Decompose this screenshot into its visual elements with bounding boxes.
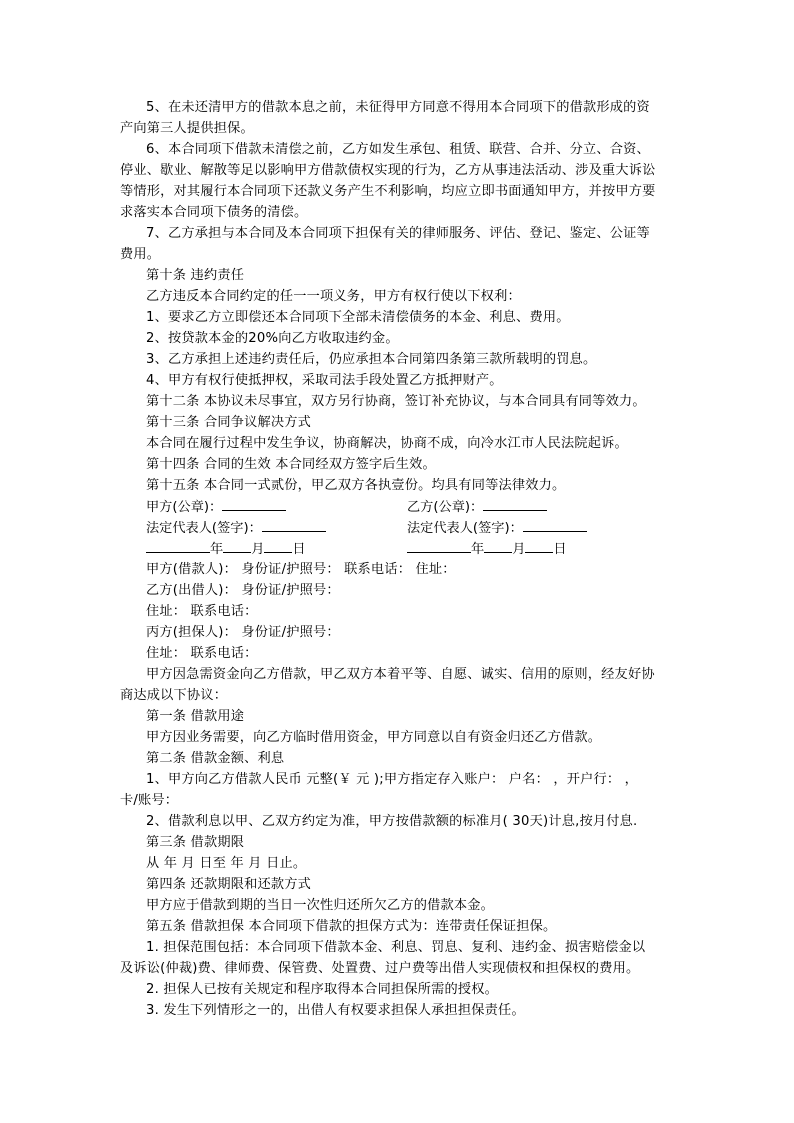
text-line: 产向第三人提供担保。 (120, 121, 254, 136)
party-a-seal-label: 甲方(公章)： (146, 500, 223, 515)
year-label: 年 (471, 542, 485, 557)
text-line: 4、甲方有权行使抵押权，采取司法手段处置乙方抵押财产。 (146, 373, 503, 388)
text-line: 费用。 (120, 247, 161, 262)
party-a-date (146, 538, 306, 560)
signature-row-date (146, 538, 666, 559)
year-blank (407, 538, 471, 553)
text-line: 1. 担保范围包括：本合同项下借款本金、利息、罚息、复利、违约金、损害赔偿金以 (146, 940, 646, 955)
signature-row-seal (146, 496, 666, 517)
text-line: 2、按贷款本金的20%向乙方收取违约金。 (146, 331, 399, 346)
text-line: 第十二条 本协议未尽事宜，双方另行协商，签订补充协议，与本合同具有同等效力。 (146, 394, 646, 409)
text-line: 求落实本合同项下债务的清偿。 (120, 205, 308, 220)
party-b-rep (407, 517, 587, 539)
text-line: 停业、歇业、解散等足以影响甲方借款债权实现的行为，乙方从事违法活动、涉及重大诉讼 (120, 163, 656, 178)
text-line: 从 年 月 日至 年 月 日止。 (146, 856, 307, 871)
day-blank (264, 538, 292, 553)
text-line: 1、甲方向乙方借款人民币 元整(￥ 元 );甲方指定存入账户： 户名： ，开户行： ， (146, 772, 639, 787)
text-line: 1、要求乙方立即偿还本合同项下全部未清偿债务的本金、利息、费用。 (146, 310, 570, 325)
text-line: 3、乙方承担上述违约责任后，仍应承担本合同第四条第三款所载明的罚息。 (146, 352, 597, 367)
text-line: 7、乙方承担与本合同及本合同项下担保有关的律师服务、评估、登记、鉴定、公证等 (146, 226, 650, 241)
party-b-seal-label: 乙方(公章)： (407, 500, 484, 515)
month-blank (484, 538, 512, 553)
section-heading: 第一条 借款用途 (146, 709, 245, 724)
text-line: 第十四条 合同的生效 本合同经双方签字后生效。 (146, 457, 436, 472)
text-line: 甲方应于借款到期的当日一次性归还所欠乙方的借款本金。 (146, 898, 495, 913)
party-line: 住址： 联系电话： (146, 646, 258, 661)
party-a-rep-blank (262, 517, 326, 532)
section-heading: 第十三条 合同争议解决方式 (146, 415, 312, 430)
text-line: 6、本合同项下借款未清偿之前，乙方如发生承包、租赁、联营、合并、分立、合资、 (146, 142, 650, 157)
text-line: 2、借款利息以甲、乙双方约定为准，甲方按借款额的标准月( 30天)计息,按月付息. (146, 814, 638, 829)
text-line: 及诉讼(仲裁)费、律师费、保管费、处置费、过户费等出借人实现债权和担保权的费用。 (120, 961, 640, 976)
party-line: 乙方(出借人)： 身份证/护照号： (146, 583, 340, 598)
day-blank (525, 538, 553, 553)
text-line: 乙方违反本合同约定的任一一项义务，甲方有权行使以下权利： (146, 289, 521, 304)
text-line: 甲方因急需资金向乙方借款，甲乙双方本着平等、自愿、诚实、信用的原则，经友好协 (146, 667, 655, 682)
party-line: 甲方(借款人)： 身份证/护照号： 联系电话： 住址： (146, 562, 456, 577)
section-heading: 第二条 借款金额、利息 (146, 751, 285, 766)
section-heading: 第四条 还款期限和还款方式 (146, 877, 312, 892)
month-label: 月 (512, 542, 526, 557)
party-a-rep-label: 法定代表人(签字)： (146, 521, 262, 536)
year-blank (146, 538, 210, 553)
text-line: 5、在未还清甲方的借款本息之前，未征得甲方同意不得用本合同项下的借款形成的资 (146, 100, 650, 115)
party-line: 丙方(担保人)： 身份证/护照号： (146, 625, 340, 640)
month-label: 月 (251, 542, 265, 557)
text-line: 商达成以下协议： (120, 688, 228, 703)
section-heading: 第五条 借款担保 本合同项下借款的担保方式为：连带责任保证担保。 (146, 919, 557, 934)
text-line: 本合同在履行过程中发生争议，协商解决，协商不成，向冷水江市人民法院起诉。 (146, 436, 628, 451)
signature-row-rep (146, 517, 666, 538)
section-heading: 第十条 违约责任 (146, 268, 245, 283)
day-label: 日 (292, 542, 306, 557)
party-b-seal (407, 496, 547, 518)
day-label: 日 (553, 542, 567, 557)
party-a-seal (146, 496, 286, 518)
text-line: 卡/账号： (120, 793, 179, 808)
year-label: 年 (210, 542, 224, 557)
text-line: 第十五条 本合同一式贰份，甲乙双方各执壹份。均具有同等法律效力。 (146, 478, 566, 493)
party-a-rep (146, 517, 326, 539)
section-heading: 第三条 借款期限 (146, 835, 245, 850)
text-line: 3. 发生下列情形之一的，出借人有权要求担保人承担担保责任。 (146, 1003, 525, 1018)
month-blank (223, 538, 251, 553)
text-line: 2. 担保人已按有关规定和程序取得本合同担保所需的授权。 (146, 982, 499, 997)
text-line: 等情形，对其履行本合同项下还款义务产生不利影响，均应立即书面通知甲方，并按甲方要 (120, 184, 656, 199)
text-line: 甲方因业务需要，向乙方临时借用资金，甲方同意以自有资金归还乙方借款。 (146, 730, 602, 745)
party-line: 住址： 联系电话： (146, 604, 258, 619)
party-b-rep-blank (523, 517, 587, 532)
party-a-seal-blank (222, 496, 286, 511)
party-b-seal-blank (483, 496, 547, 511)
party-b-date (407, 538, 567, 560)
party-b-rep-label: 法定代表人(签字)： (407, 521, 523, 536)
